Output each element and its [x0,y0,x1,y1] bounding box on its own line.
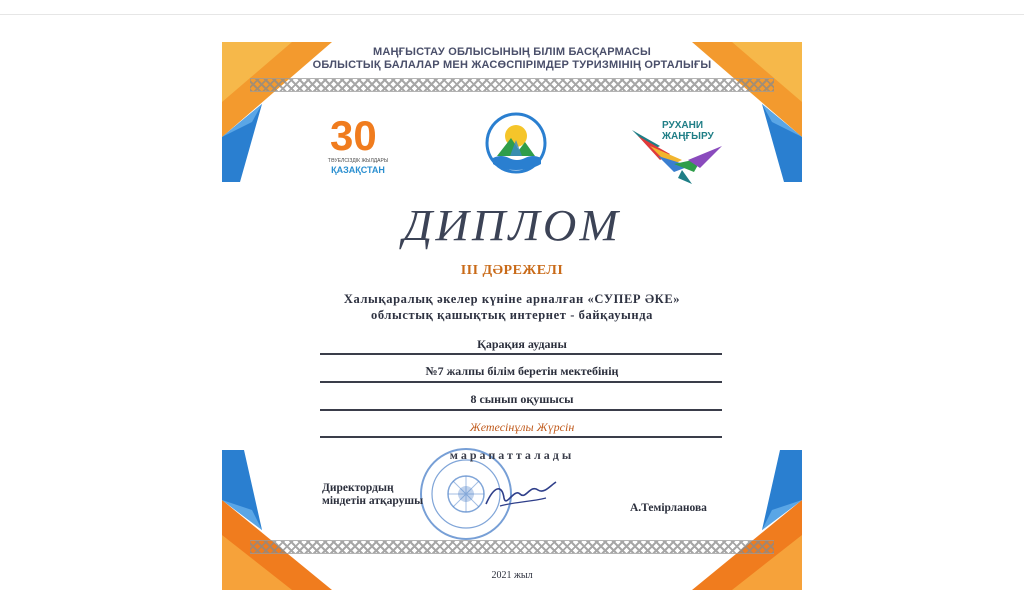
diploma-title: ДИПЛОМ [402,201,622,250]
school-underline [320,381,722,383]
issuer-line-2: ОБЛЫСТЫҚ БАЛАЛАР МЕН ЖАСӨСПІРІМДЕР ТУРИЗМІНІҢ ОРТАЛЫҒЫ [312,59,712,71]
grade-underline [320,409,722,411]
director-title-line-1: Директордың [322,482,394,494]
director-title [322,482,423,508]
school-text: №7 жалпы білім беретін мектебінің [425,364,619,378]
corner-ornament-bottom-left [222,450,342,590]
rukhani-line-2: ЖАҢҒЫРУ [662,131,714,142]
director-title-line-2: міндетін атқарушы [322,495,424,507]
event-line-1: Халықаралық әкелер күніне арналған «СУПЕР ӘКЕ» [343,292,681,306]
tourism-center-emblem [485,112,547,174]
recipient-name: Жетесінұлы Жүрсін [469,420,575,434]
awarded-text: марапатталады [449,448,575,462]
district-underline [320,353,722,355]
corner-ornament-bottom-right [682,450,802,590]
anniversary-caption: ТӘУЕЛСІЗДІК ЖЫЛДАРЫ [327,158,389,164]
district-text: Қарақия ауданы [477,337,567,351]
rukhani-wordmark [662,120,714,142]
rukhani-line-1: РУХАНИ [662,120,704,131]
anniversary-number: 30 [330,112,377,159]
grade-text: 8 сынып оқушысы [470,392,574,406]
ornamental-border-bottom [250,540,774,554]
issue-year: 2021 жыл [491,570,533,581]
event-line-2: облыстық қашықтық интернет - байқауында [371,308,653,322]
ornamental-border-top [250,78,774,92]
anniversary-country: ҚАЗАҚСТАН [331,165,385,175]
signer-name: А.Темірланова [630,502,707,514]
recipient-underline [320,436,722,438]
diploma-degree: ІІІ ДӘРЕЖЕЛІ [460,263,564,278]
diploma-sheet [222,42,802,590]
issuer-line-1: МАҢҒЫСТАУ ОБЛЫСЫНЫҢ БІЛІМ БАСҚАРМАСЫ [373,46,651,58]
director-signature [480,476,560,516]
page-top-divider [0,14,1024,15]
